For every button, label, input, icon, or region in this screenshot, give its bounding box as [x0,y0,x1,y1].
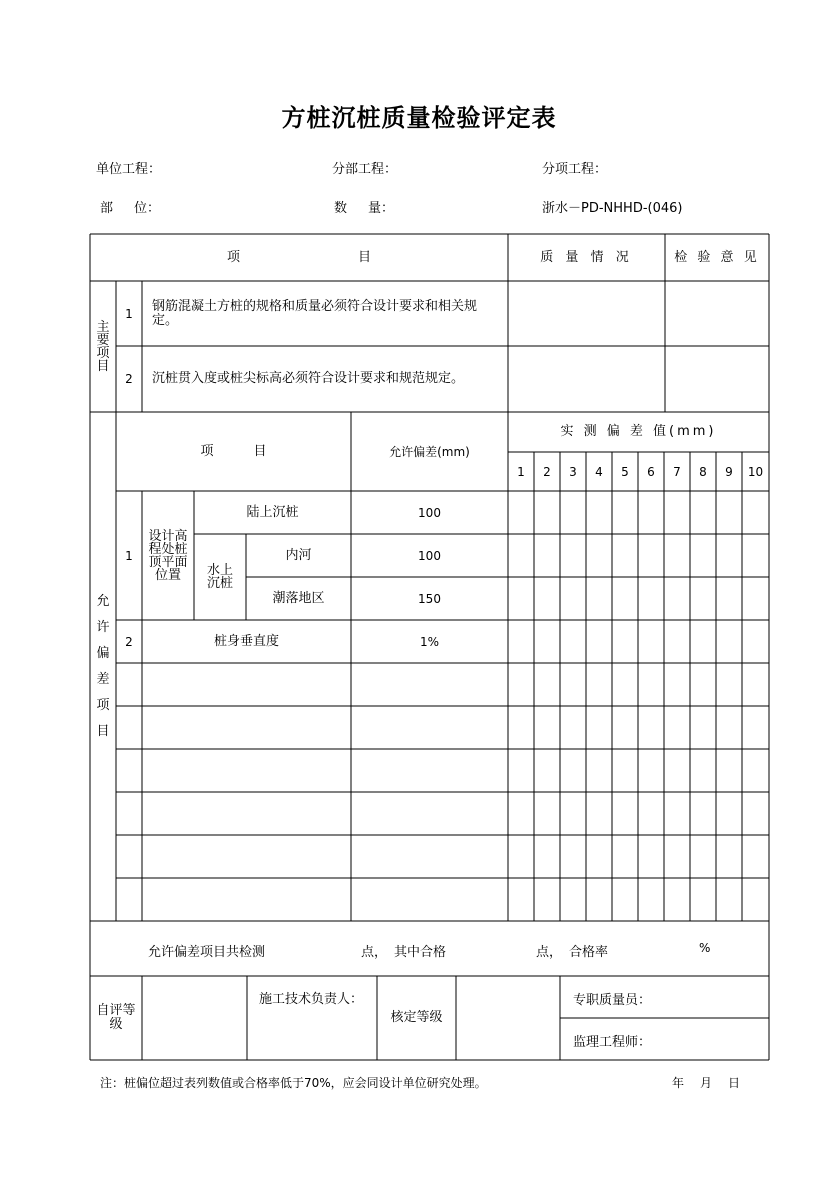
col-item-header-a: 项 [226,249,240,265]
row2-value: 1% [419,634,440,649]
supervisor-label: 监理工程师： [573,1035,652,1050]
summary-total-label: 允许偏差项目共检测 [148,945,266,960]
tolerance-header: 允许偏差(mm) [389,444,470,459]
summary-rate-label: 合格率 [569,945,609,960]
main-items-label-char: 项 [96,345,110,361]
measure-col-2: 2 [543,464,551,479]
main-item-1-no: 1 [125,306,133,321]
measure-col-1: 1 [517,464,525,479]
sub-item-header-a: 项 [200,443,214,459]
location-label-a: 部 [100,201,114,216]
summary-pass-label: 其中合格 [394,945,447,960]
measure-col-8: 8 [699,464,707,479]
row2-no: 2 [125,634,133,649]
quality-officer-label: 专职质量员： [573,993,652,1008]
allow-label-char: 允 [96,593,110,609]
self-eval-label: 自评等级 [96,1003,136,1032]
measure-col-6: 6 [647,464,655,479]
main-item-2-text: 沉桩贯入度或桩尖标高必须符合设计要求和规范规定。 [152,371,465,386]
row1-river-label: 内河 [285,547,312,563]
main-item-1-text: 钢筋混凝土方桩的规格和质量必须符合设计要求和相关规定。 [152,298,478,328]
form-code: 浙水－PD-NHHD-(046) [542,201,683,216]
col-item-header-b: 目 [358,249,372,265]
quantity-label-a: 数 [334,201,348,216]
col-quality-header: 质 量 情 况 [540,249,633,265]
row1-tidal-label: 潮落地区 [272,590,325,606]
item-project-label: 分项工程： [542,162,608,177]
allow-deviation-label [90,412,116,921]
row1-land-value: 100 [418,505,441,520]
sub-item-header [116,412,351,491]
allow-label-char: 项 [96,697,110,713]
row1-river-value: 100 [418,548,441,563]
col-item-header [90,234,508,281]
allow-label-char: 差 [96,671,110,687]
measure-col-9: 9 [725,464,733,479]
row1-land-label: 陆上沉桩 [246,504,299,520]
measured-header: 实 测 偏 差 值(mm) [560,424,717,439]
allow-label-char: 偏 [96,645,110,661]
tech-lead-label: 施工技术负责人： [259,992,364,1007]
main-item-2-no: 2 [125,372,133,386]
date-label: 年 月 日 [672,1076,743,1090]
allow-label-char: 目 [96,723,110,739]
measure-col-5: 5 [621,464,629,479]
measure-col-7: 7 [673,464,681,479]
row1-tidal-value: 150 [418,591,441,606]
row1-no: 1 [125,548,133,563]
location-label-b: 位： [134,201,161,216]
row2-label: 桩身垂直度 [213,633,279,649]
main-items-label-char: 主 [96,319,110,335]
main-items-label [90,281,116,412]
summary-percent: % [699,941,711,955]
main-items-label-char: 目 [96,358,110,374]
measure-col-4: 4 [595,464,603,479]
row1-water-label: 水上沉桩 [206,563,233,591]
sub-item-header-b: 目 [253,443,267,459]
quantity-label-b: 量： [368,201,395,216]
allow-label-char: 许 [96,619,110,635]
footnote: 注：桩偏位超过表列数值或合格率低于70%，应会同设计单位研究处理。 [100,1076,487,1090]
measure-col-10: 10 [747,464,764,479]
summary-points-2: 点， [536,945,563,960]
unit-project-label: 单位工程： [96,162,162,177]
summary-points-1: 点， [361,945,388,960]
measure-col-3: 3 [569,464,577,479]
row1-group: 设计高程处桩顶平面位置 [148,528,188,583]
col-opinion-header: 检 验 意 见 [674,249,760,265]
page-title: 方桩沉桩质量检验评定表 [281,104,557,132]
approve-grade-label: 核定等级 [390,1010,443,1025]
main-items-label-char: 要 [96,332,110,348]
division-project-label: 分部工程： [332,162,398,177]
